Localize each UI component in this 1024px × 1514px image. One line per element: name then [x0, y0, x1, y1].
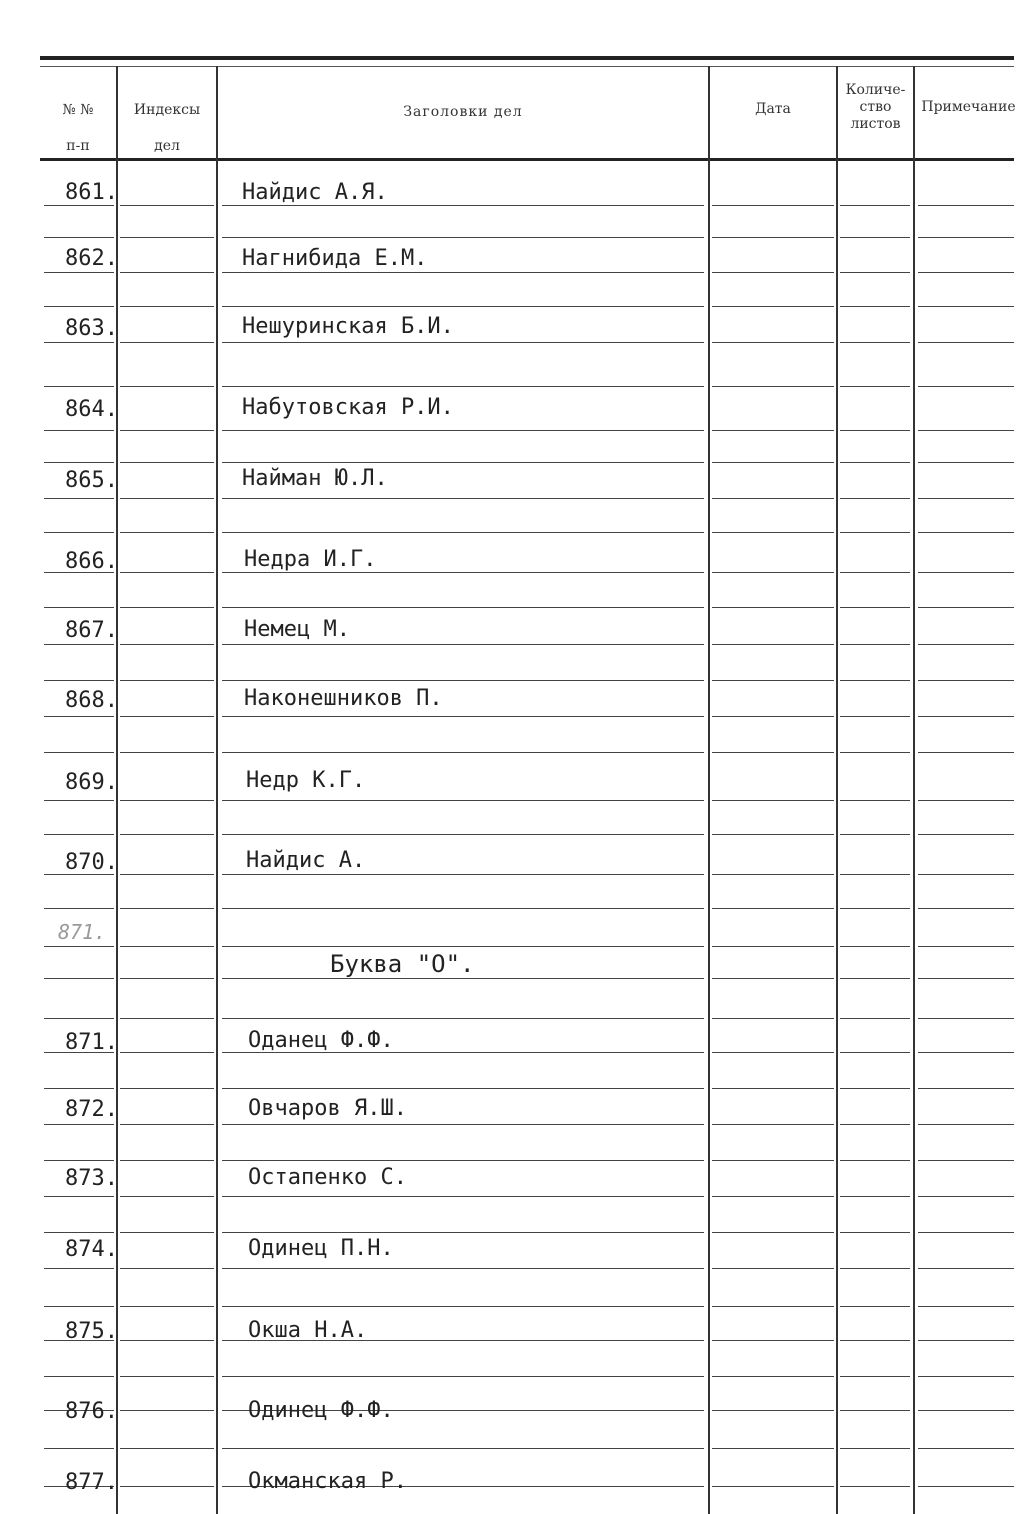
rule-line — [222, 1018, 704, 1019]
rule-line — [840, 1448, 910, 1449]
rule-line — [222, 716, 704, 717]
rule-line — [840, 946, 910, 947]
rule-line — [44, 978, 114, 979]
rule-line — [712, 1018, 834, 1019]
struck-number: 871. — [58, 920, 107, 944]
header-number: № № п-п — [62, 102, 94, 154]
rule-line — [840, 680, 910, 681]
rule-line — [120, 644, 214, 645]
row-number: 874. — [65, 1237, 118, 1262]
row-title: Найман Ю.Л. — [242, 466, 388, 491]
rule-line — [840, 1410, 910, 1411]
rule-line — [44, 834, 114, 835]
rule-line — [840, 800, 910, 801]
rule-line — [918, 716, 1014, 717]
rule-line — [120, 1018, 214, 1019]
rule-line — [44, 205, 114, 206]
rule-line — [840, 874, 910, 875]
rule-line — [44, 386, 114, 387]
rule-line — [44, 1196, 114, 1197]
header-note: Примечание — [921, 99, 1016, 115]
rule-line — [918, 237, 1014, 238]
rule-line — [120, 1306, 214, 1307]
rule-line — [712, 272, 834, 273]
rule-line — [712, 716, 834, 717]
row-number: 877. — [65, 1470, 118, 1495]
rule-line — [120, 1340, 214, 1341]
rule-line — [44, 462, 114, 463]
rule-line — [918, 1124, 1014, 1125]
rule-line — [222, 1196, 704, 1197]
rule-line — [712, 462, 834, 463]
row-number: 873. — [65, 1166, 118, 1191]
rule-line — [840, 1088, 910, 1089]
rule-line — [840, 1052, 910, 1053]
rule-line — [120, 978, 214, 979]
rule-line — [918, 1052, 1014, 1053]
rule-line — [712, 205, 834, 206]
rule-line — [44, 342, 114, 343]
row-title: Недр К.Г. — [246, 768, 366, 793]
rule-line — [712, 607, 834, 608]
rule-line — [222, 1376, 704, 1377]
row-title: Остапенко С. — [248, 1165, 407, 1190]
rule-line — [712, 1306, 834, 1307]
rule-line — [712, 644, 834, 645]
rule-line — [918, 1088, 1014, 1089]
rule-line — [840, 752, 910, 753]
rule-line — [222, 498, 704, 499]
rule-line — [712, 908, 834, 909]
rule-line — [222, 306, 704, 307]
rule-line — [840, 572, 910, 573]
rule-line — [918, 1160, 1014, 1161]
rule-line — [120, 306, 214, 307]
rule-line — [840, 342, 910, 343]
row-number: 870. — [65, 850, 118, 875]
rule-line — [44, 1306, 114, 1307]
rule-line — [120, 908, 214, 909]
rule-line — [120, 386, 214, 387]
rule-line — [918, 1448, 1014, 1449]
rule-line — [120, 1410, 214, 1411]
rule-line — [712, 1268, 834, 1269]
rule-line — [120, 1160, 214, 1161]
rule-line — [712, 572, 834, 573]
rule-line — [840, 386, 910, 387]
rule-line — [222, 237, 704, 238]
rule-line — [918, 306, 1014, 307]
rule-line — [918, 1340, 1014, 1341]
rule-line — [120, 272, 214, 273]
rule-line — [918, 572, 1014, 573]
rule-line — [44, 498, 114, 499]
rule-line — [120, 430, 214, 431]
rule-line — [120, 462, 214, 463]
rule-line — [222, 1232, 704, 1233]
row-title: Окманская Р. — [248, 1469, 407, 1494]
rule-line — [918, 342, 1014, 343]
row-title: Окша Н.А. — [248, 1318, 368, 1343]
rule-line — [712, 978, 834, 979]
rule-line — [712, 1160, 834, 1161]
rule-line — [222, 908, 704, 909]
rule-line — [44, 607, 114, 608]
rule-line — [712, 1376, 834, 1377]
section-heading: Буква "О". — [330, 950, 475, 978]
row-title: Найдис А. — [246, 848, 366, 873]
rule-line — [712, 1052, 834, 1053]
row-title: Оданец Ф.Ф. — [248, 1028, 394, 1053]
rule-line — [44, 272, 114, 273]
rule-line — [120, 716, 214, 717]
rule-line — [44, 800, 114, 801]
rule-line — [712, 1340, 834, 1341]
rule-line — [918, 607, 1014, 608]
rule-line — [840, 1268, 910, 1269]
rule-line — [712, 1448, 834, 1449]
rule-line — [840, 644, 910, 645]
rule-line — [222, 386, 704, 387]
rule-line — [44, 237, 114, 238]
rule-line — [44, 946, 114, 947]
rule-line — [222, 834, 704, 835]
rule-line — [222, 462, 704, 463]
rule-line — [222, 342, 704, 343]
row-number: 861. — [65, 180, 118, 205]
rule-line — [222, 205, 704, 206]
rule-line — [918, 462, 1014, 463]
rule-line — [120, 1232, 214, 1233]
rule-line — [120, 1196, 214, 1197]
rule-line — [44, 908, 114, 909]
rule-line — [120, 1486, 214, 1487]
rule-line — [918, 386, 1014, 387]
rule-line — [712, 1196, 834, 1197]
col-divider-4 — [836, 66, 838, 1514]
row-number: 866. — [65, 549, 118, 574]
rule-line — [222, 1088, 704, 1089]
rule-line — [840, 430, 910, 431]
rule-line — [222, 1268, 704, 1269]
rule-line — [918, 532, 1014, 533]
rule-line — [840, 716, 910, 717]
rule-line — [712, 1124, 834, 1125]
rule-line — [222, 800, 704, 801]
rule-line — [120, 572, 214, 573]
row-number: 871. — [65, 1030, 118, 1055]
rule-line — [840, 834, 910, 835]
rule-line — [918, 1486, 1014, 1487]
row-title: Найдис А.Я. — [242, 180, 388, 205]
rule-line — [918, 752, 1014, 753]
rule-line — [918, 430, 1014, 431]
rule-line — [222, 644, 704, 645]
rule-line — [120, 800, 214, 801]
rule-line — [918, 1306, 1014, 1307]
rule-line — [120, 946, 214, 947]
header-sheets: Количе- ство листов — [845, 82, 906, 132]
rule-line — [120, 680, 214, 681]
rule-line — [222, 532, 704, 533]
rule-line — [840, 1340, 910, 1341]
row-title: Набутовская Р.И. — [242, 395, 454, 420]
rule-line — [840, 1376, 910, 1377]
rule-line — [120, 1376, 214, 1377]
rule-line — [840, 532, 910, 533]
rule-line — [120, 342, 214, 343]
rule-line — [712, 1088, 834, 1089]
rule-line — [840, 498, 910, 499]
row-title: Одинец Ф.Ф. — [248, 1398, 394, 1423]
rule-line — [120, 1088, 214, 1089]
rule-line — [712, 237, 834, 238]
row-title: Нешуринская Б.И. — [242, 314, 454, 339]
rule-line — [44, 680, 114, 681]
rule-line — [840, 272, 910, 273]
rule-line — [712, 1486, 834, 1487]
rule-line — [712, 1410, 834, 1411]
rule-line — [222, 607, 704, 608]
rule-line — [44, 1124, 114, 1125]
rule-line — [712, 752, 834, 753]
rule-line — [222, 272, 704, 273]
row-number: 872. — [65, 1097, 118, 1122]
rule-line — [120, 1448, 214, 1449]
row-number: 862. — [65, 246, 118, 271]
rule-line — [712, 946, 834, 947]
rule-line — [918, 800, 1014, 801]
rule-line — [712, 342, 834, 343]
rule-line — [712, 532, 834, 533]
rule-line — [712, 800, 834, 801]
rule-line — [120, 1268, 214, 1269]
rule-line — [840, 1018, 910, 1019]
row-number: 865. — [65, 468, 118, 493]
rule-line — [120, 532, 214, 533]
rule-line — [918, 680, 1014, 681]
rule-line — [712, 874, 834, 875]
rule-line — [840, 978, 910, 979]
rule-line — [222, 1448, 704, 1449]
rule-line — [120, 874, 214, 875]
rule-line — [712, 834, 834, 835]
rule-line — [840, 1196, 910, 1197]
rule-line — [44, 1232, 114, 1233]
rule-line — [712, 680, 834, 681]
rule-line — [44, 430, 114, 431]
rule-line — [840, 1124, 910, 1125]
row-title: Овчаров Я.Ш. — [248, 1096, 407, 1121]
row-number: 876. — [65, 1399, 118, 1424]
rule-line — [712, 430, 834, 431]
row-number: 868. — [65, 688, 118, 713]
rule-line — [840, 306, 910, 307]
rule-line — [918, 1268, 1014, 1269]
rule-line — [918, 1018, 1014, 1019]
rule-line — [918, 644, 1014, 645]
rule-line — [44, 1160, 114, 1161]
header-date: Дата — [755, 101, 791, 117]
rule-line — [120, 752, 214, 753]
rule-line — [840, 1486, 910, 1487]
rule-line — [222, 680, 704, 681]
rule-line — [44, 1088, 114, 1089]
rule-line — [44, 1018, 114, 1019]
rule-line — [222, 978, 704, 979]
col-divider-3 — [708, 66, 710, 1514]
rule-line — [840, 607, 910, 608]
row-number: 864. — [65, 397, 118, 422]
rule-line — [44, 752, 114, 753]
rule-line — [840, 205, 910, 206]
rule-line — [120, 498, 214, 499]
rule-line — [918, 946, 1014, 947]
row-title: Наконешников П. — [244, 686, 443, 711]
row-number: 869. — [65, 770, 118, 795]
rule-line — [222, 430, 704, 431]
rule-line — [222, 1160, 704, 1161]
top-rule — [40, 56, 1014, 60]
rule-line — [120, 1124, 214, 1125]
row-number: 867. — [65, 618, 118, 643]
rule-line — [712, 498, 834, 499]
rule-line — [222, 1306, 704, 1307]
rule-line — [44, 306, 114, 307]
rule-line — [918, 908, 1014, 909]
rule-line — [918, 498, 1014, 499]
row-number: 875. — [65, 1319, 118, 1344]
rule-line — [712, 1232, 834, 1233]
col-divider-5 — [913, 66, 915, 1514]
rule-line — [44, 1376, 114, 1377]
row-title: Немец М. — [244, 617, 350, 642]
top-rule-thin — [40, 66, 1014, 67]
rule-line — [840, 462, 910, 463]
rule-line — [712, 306, 834, 307]
rule-line — [120, 1052, 214, 1053]
rule-line — [120, 237, 214, 238]
rule-line — [918, 874, 1014, 875]
rule-line — [44, 644, 114, 645]
rule-line — [918, 1410, 1014, 1411]
rule-line — [712, 386, 834, 387]
rule-line — [918, 1196, 1014, 1197]
rule-line — [44, 716, 114, 717]
rule-line — [44, 532, 114, 533]
row-title: Одинец П.Н. — [248, 1236, 394, 1261]
rule-line — [44, 1268, 114, 1269]
row-number: 863. — [65, 316, 118, 341]
rule-line — [222, 1124, 704, 1125]
rule-line — [840, 908, 910, 909]
col-divider-2 — [216, 66, 218, 1514]
rule-line — [222, 752, 704, 753]
header-index: Индексы дел — [133, 102, 201, 154]
rule-line — [918, 978, 1014, 979]
rule-line — [918, 205, 1014, 206]
rule-line — [222, 874, 704, 875]
rule-line — [840, 1232, 910, 1233]
rule-line — [120, 205, 214, 206]
rule-line — [222, 946, 704, 947]
rule-line — [918, 834, 1014, 835]
row-title: Нагнибида Е.М. — [242, 246, 428, 271]
row-title: Недра И.Г. — [244, 547, 377, 572]
rule-line — [840, 1160, 910, 1161]
rule-line — [120, 607, 214, 608]
rule-line — [918, 1232, 1014, 1233]
rule-line — [120, 834, 214, 835]
rule-line — [44, 1448, 114, 1449]
rule-line — [222, 572, 704, 573]
header-title: Заголовки дел — [403, 104, 523, 120]
rule-line — [918, 272, 1014, 273]
rule-line — [840, 1306, 910, 1307]
rule-line — [840, 237, 910, 238]
rule-line — [918, 1376, 1014, 1377]
